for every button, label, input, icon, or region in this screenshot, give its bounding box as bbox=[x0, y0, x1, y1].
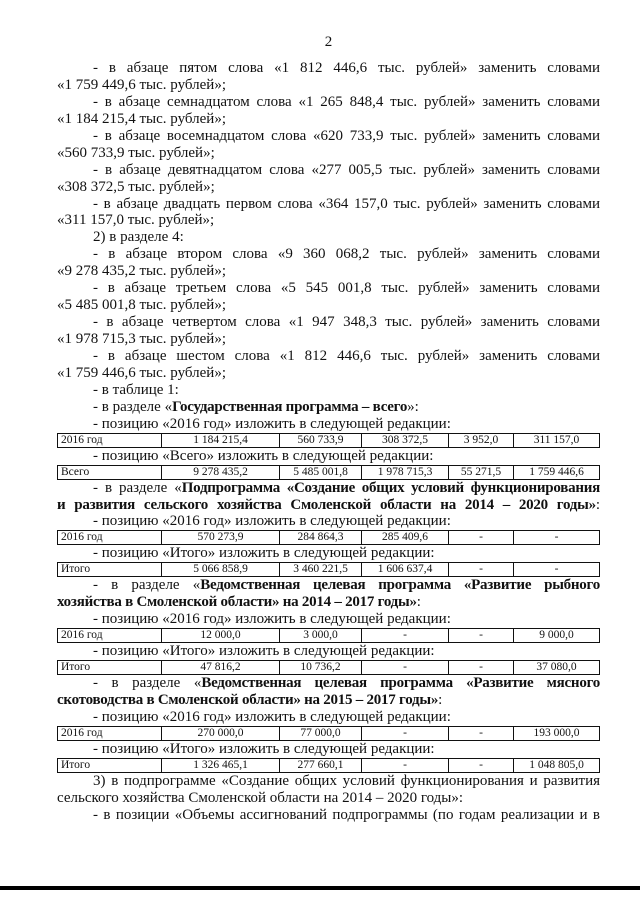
table-cell-value: 5 485 001,8 bbox=[279, 466, 361, 479]
text-line: - в абзаце девятнадцатом слова «277 005,5 тыс. рублей» заменить словами bbox=[93, 161, 600, 178]
section-heading-line bbox=[57, 692, 600, 709]
bold-section-title: Ведомственная целевая программа «Развитие мясного bbox=[201, 675, 601, 692]
table-cell-value: - bbox=[448, 727, 513, 740]
table-cell-value: 270 000,0 bbox=[161, 727, 279, 740]
bold-section-title: Подпрограмма «Создание общих условий функционирования bbox=[181, 479, 600, 496]
text-line: - в абзаце шестом слова «1 812 446,6 тыс. рублей» заменить словами bbox=[93, 347, 600, 364]
table-cell-value: 284 864,3 bbox=[279, 531, 361, 544]
scan-edge-bar bbox=[0, 886, 640, 890]
text-line: «1 184 215,4 тыс. рублей»; bbox=[57, 110, 226, 127]
table-cell-value: 9 000,0 bbox=[513, 629, 599, 642]
text-line: - позицию «Всего» изложить в следующей редакции: bbox=[93, 447, 434, 464]
table-cell-value: 47 816,2 bbox=[161, 661, 279, 674]
text-line: - позицию «Итого» изложить в следующей редакции: bbox=[93, 740, 435, 757]
table-cell-value: 3 952,0 bbox=[448, 434, 513, 447]
table-row bbox=[57, 628, 600, 643]
text-line: - в абзаце четвертом слова «1 947 348,3 тыс. рублей» заменить словами bbox=[93, 314, 600, 331]
table-cell-value: - bbox=[513, 563, 599, 576]
section-heading-line bbox=[57, 399, 600, 416]
section-heading-line bbox=[57, 594, 600, 611]
table-cell-value: 1 978 715,3 bbox=[361, 466, 448, 479]
text-line: сельского хозяйства Смоленской области на 2014 – 2020 годы»: bbox=[57, 789, 464, 806]
table-cell-value: 12 000,0 bbox=[161, 629, 279, 642]
table-cell-value: - bbox=[361, 759, 448, 772]
table-cell-label: 2016 год bbox=[61, 433, 103, 446]
text-line: «311 157,0 тыс. рублей»; bbox=[57, 212, 215, 229]
table-cell-value: 5 066 858,9 bbox=[161, 563, 279, 576]
table-cell-value: 3 460 221,5 bbox=[279, 563, 361, 576]
bold-section-title: Ведомственная целевая программа «Развитие рыбного bbox=[200, 577, 600, 594]
table-cell-value: 285 409,6 bbox=[361, 531, 448, 544]
line-text: : bbox=[438, 692, 443, 708]
text-line: «1 978 715,3 тыс. рублей»; bbox=[57, 331, 226, 347]
table-row bbox=[57, 562, 600, 577]
text-line: - позицию «2016 год» изложить в следующей редакции: bbox=[93, 415, 451, 432]
line-text: - в разделе « bbox=[93, 479, 182, 496]
text-line: «560 733,9 тыс. рублей»; bbox=[57, 144, 215, 161]
table-cell-value: - bbox=[448, 531, 513, 544]
table-cell-value: 308 372,5 bbox=[361, 434, 448, 447]
table-row bbox=[57, 530, 600, 545]
table-cell-label: 2016 год bbox=[61, 629, 103, 642]
bold-section-title: хозяйства в Смоленской области» на 2014 – 2017 годы» bbox=[57, 594, 417, 611]
table-row bbox=[57, 660, 600, 675]
table-row bbox=[57, 758, 600, 773]
table-cell-label: Итого bbox=[61, 758, 91, 771]
bold-section-title: скотоводства в Смоленской области» на 2015 – 2017 годы» bbox=[57, 692, 439, 708]
text-line: «5 485 001,8 тыс. рублей»; bbox=[57, 297, 226, 314]
text-line: 3) в подпрограмме «Создание общих условий функционирования и развития bbox=[93, 772, 600, 789]
table-cell-value: 1 759 446,6 bbox=[513, 466, 599, 479]
table-cell-value: - bbox=[361, 629, 448, 642]
table-cell-label: 2016 год bbox=[61, 726, 103, 739]
text-line: - в абзаце семнадцатом слова «1 265 848,4 тыс. рублей» заменить словами bbox=[93, 93, 600, 110]
document-body bbox=[57, 60, 600, 824]
text-line: - позицию «2016 год» изложить в следующей редакции: bbox=[93, 708, 451, 725]
table-cell-value: 55 271,5 bbox=[448, 466, 513, 479]
text-line: - в позиции «Объемы ассигнований подпрограммы (по годам реализации и в bbox=[93, 806, 600, 823]
line-text: - в разделе « bbox=[93, 675, 202, 692]
table-cell-value: - bbox=[448, 563, 513, 576]
section-heading-line bbox=[57, 675, 600, 692]
table-cell-value: 1 048 805,0 bbox=[513, 759, 599, 772]
text-line: - позицию «Итого» изложить в следующей редакции: bbox=[93, 643, 435, 660]
table-cell-label: Итого bbox=[61, 563, 91, 576]
table-cell-label: 2016 год bbox=[61, 531, 103, 544]
text-line: «1 759 449,6 тыс. рублей»; bbox=[57, 76, 226, 93]
table-cell-value: 10 736,2 bbox=[279, 661, 361, 674]
table-cell-value: 277 660,1 bbox=[279, 759, 361, 772]
bold-section-title: Государственная программа – всего bbox=[172, 398, 408, 415]
table-cell-value: 9 278 435,2 bbox=[161, 466, 279, 479]
text-line: - в абзаце восемнадцатом слова «620 733,9 тыс. рублей» заменить словами bbox=[93, 127, 600, 144]
table-cell-value: 1 606 637,4 bbox=[361, 563, 448, 576]
table-cell-value: - bbox=[361, 661, 448, 674]
text-line: «9 278 435,2 тыс. рублей»; bbox=[57, 263, 226, 280]
text-line: - позицию «2016 год» изложить в следующей редакции: bbox=[93, 513, 451, 530]
text-line: - в абзаце втором слова «9 360 068,2 тыс. рублей» заменить словами bbox=[93, 246, 600, 263]
text-line: «308 372,5 тыс. рублей»; bbox=[57, 178, 215, 195]
table-cell-value: - bbox=[448, 661, 513, 674]
text-line: - позицию «2016 год» изложить в следующей редакции: bbox=[93, 611, 451, 628]
text-line: - в абзаце третьем слова «5 545 001,8 тыс. рублей» заменить словами bbox=[93, 280, 600, 297]
table-cell-value: 1 326 465,1 bbox=[161, 759, 279, 772]
table-row bbox=[57, 465, 600, 480]
text-line: 2) в разделе 4: bbox=[93, 229, 184, 246]
line-text: »: bbox=[407, 398, 419, 415]
section-heading-line bbox=[57, 577, 600, 594]
text-line: - в абзаце двадцать первом слова «364 157,0 тыс. рублей» заменить словами bbox=[93, 195, 600, 212]
table-cell-value: 3 000,0 bbox=[279, 629, 361, 642]
section-heading-line bbox=[57, 480, 600, 497]
table-cell-value: 560 733,9 bbox=[279, 434, 361, 447]
bold-section-title: и развития сельского хозяйства Смоленской области на 2014 – 2020 годы» bbox=[57, 496, 596, 513]
table-cell-value: - bbox=[448, 759, 513, 772]
table-row bbox=[57, 726, 600, 741]
page-number: 2 bbox=[324, 34, 333, 50]
line-text: : bbox=[595, 496, 600, 513]
line-text: : bbox=[416, 594, 421, 611]
line-text: - в разделе « bbox=[93, 577, 201, 594]
text-line: «1 759 446,6 тыс. рублей»; bbox=[57, 364, 226, 381]
line-text: - в разделе « bbox=[93, 398, 173, 415]
text-line: - позицию «Итого» изложить в следующей редакции: bbox=[93, 545, 435, 562]
table-cell-value: 37 080,0 bbox=[513, 661, 599, 674]
table-row bbox=[57, 433, 600, 448]
table-cell-value: 570 273,9 bbox=[161, 531, 279, 544]
text-line: - в таблице 1: bbox=[93, 381, 179, 398]
table-cell-value: 1 184 215,4 bbox=[161, 434, 279, 447]
table-cell-value: - bbox=[513, 531, 599, 544]
section-heading-line bbox=[57, 497, 600, 514]
table-cell-value: 193 000,0 bbox=[513, 727, 599, 740]
text-line: - в абзаце пятом слова «1 812 446,6 тыс. рублей» заменить словами bbox=[93, 60, 600, 76]
table-cell-value: 77 000,0 bbox=[279, 727, 361, 740]
table-cell-value: 311 157,0 bbox=[513, 434, 599, 447]
table-cell-label: Всего bbox=[61, 465, 90, 478]
table-cell-value: - bbox=[448, 629, 513, 642]
table-cell-value: - bbox=[361, 727, 448, 740]
table-cell-label: Итого bbox=[61, 661, 91, 674]
